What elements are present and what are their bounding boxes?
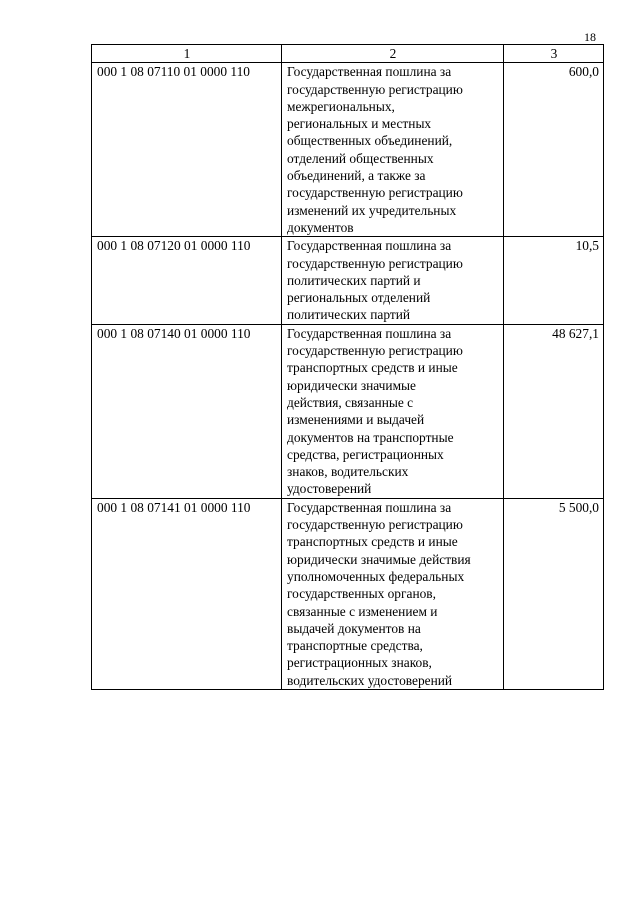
amount-cell: 48 627,1	[504, 324, 604, 498]
table-header-row	[92, 45, 604, 63]
table-row	[92, 498, 604, 689]
budget-code-cell: 000 1 08 07120 01 0000 110	[92, 237, 282, 324]
table-row	[92, 324, 604, 498]
budget-code-cell: 000 1 08 07140 01 0000 110	[92, 324, 282, 498]
table-row	[92, 63, 604, 237]
column-header-3: 3	[504, 45, 604, 63]
amount-cell: 5 500,0	[504, 498, 604, 689]
revenue-name-cell: Государственная пошлина за государственную регистрацию транспортных средств и иные юридически значимые действия, связанные с изменениями и выдачей документов на транспортные средства, регистрационных знаков, водительских удостоверений	[282, 324, 504, 498]
budget-code-cell: 000 1 08 07110 01 0000 110	[92, 63, 282, 237]
table-row	[92, 237, 604, 324]
budget-code-cell: 000 1 08 07141 01 0000 110	[92, 498, 282, 689]
budget-revenue-table	[91, 44, 604, 690]
revenue-name-cell: Государственная пошлина за государственную регистрацию межрегиональных, региональных и местных общественных объединений, отделений общественных объединений, а также за государственную регистрацию изменений их учредительных документов	[282, 63, 504, 237]
revenue-name-cell: Государственная пошлина за государственную регистрацию транспортных средств и иные юридически значимые действия уполномоченных федеральных государственных органов, связанные с изменением и выдачей документов на транспортные средства, регистрационных знаков, водительских удостоверений	[282, 498, 504, 689]
column-header-2: 2	[282, 45, 504, 63]
revenue-name-cell: Государственная пошлина за государственную регистрацию политических партий и региональных отделений политических партий	[282, 237, 504, 324]
amount-cell: 10,5	[504, 237, 604, 324]
column-header-1: 1	[92, 45, 282, 63]
page-number: 18	[584, 30, 596, 44]
amount-cell: 600,0	[504, 63, 604, 237]
